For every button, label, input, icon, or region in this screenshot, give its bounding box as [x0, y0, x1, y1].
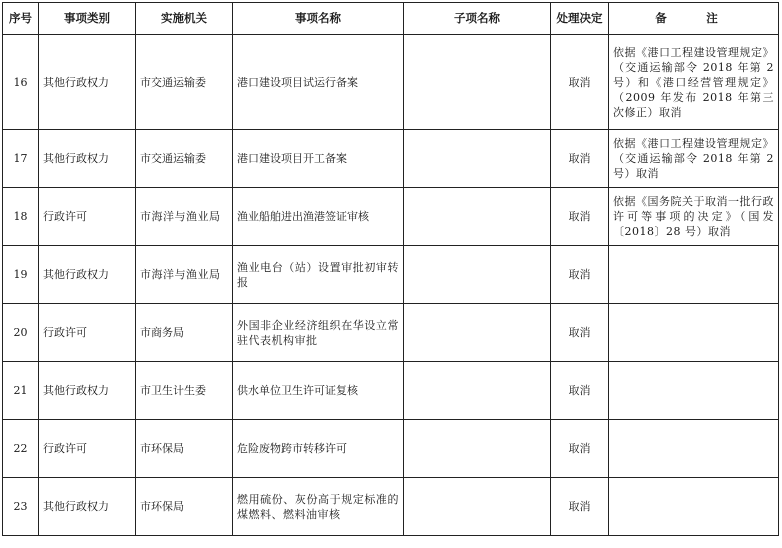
header-no: 序号 [3, 3, 39, 35]
cell-note [609, 420, 779, 478]
cell-subitem [404, 188, 551, 246]
cell-note: 依据《港口工程建设管理规定》（交通运输部令 2018 年第 2 号）取消 [609, 130, 779, 188]
cell-name: 港口建设项目开工备案 [233, 130, 404, 188]
cell-subitem [404, 130, 551, 188]
cell-no: 16 [3, 35, 39, 130]
cell-note [609, 304, 779, 362]
cell-decision: 取消 [551, 420, 609, 478]
cell-decision: 取消 [551, 188, 609, 246]
header-row [3, 3, 779, 35]
cell-no: 21 [3, 362, 39, 420]
cell-name: 外国非企业经济组织在华设立常驻代表机构审批 [233, 304, 404, 362]
cell-note [609, 362, 779, 420]
header-name: 事项名称 [233, 3, 404, 35]
cell-subitem [404, 246, 551, 304]
cell-decision: 取消 [551, 304, 609, 362]
table-row [3, 420, 779, 478]
cell-category: 行政许可 [39, 304, 136, 362]
cell-no: 23 [3, 478, 39, 536]
cell-category: 其他行政权力 [39, 478, 136, 536]
cell-note [609, 246, 779, 304]
cell-category: 行政许可 [39, 188, 136, 246]
header-agency: 实施机关 [136, 3, 233, 35]
table-row [3, 362, 779, 420]
cell-agency: 市卫生计生委 [136, 362, 233, 420]
cell-subitem [404, 362, 551, 420]
cell-name: 渔业电台（站）设置审批初审转报 [233, 246, 404, 304]
cell-agency: 市商务局 [136, 304, 233, 362]
cell-note [609, 478, 779, 536]
cell-category: 其他行政权力 [39, 246, 136, 304]
cell-agency: 市环保局 [136, 478, 233, 536]
table-row [3, 478, 779, 536]
cell-subitem [404, 304, 551, 362]
cell-category: 其他行政权力 [39, 130, 136, 188]
cell-name: 危险废物跨市转移许可 [233, 420, 404, 478]
cell-subitem [404, 478, 551, 536]
cell-name: 燃用硫份、灰份高于规定标准的煤燃料、燃料油审核 [233, 478, 404, 536]
cell-decision: 取消 [551, 362, 609, 420]
cell-decision: 取消 [551, 35, 609, 130]
cell-name: 渔业船舶进出渔港签证审核 [233, 188, 404, 246]
cell-name: 供水单位卫生许可证复核 [233, 362, 404, 420]
cell-agency: 市交通运输委 [136, 130, 233, 188]
cell-decision: 取消 [551, 478, 609, 536]
cell-category: 行政许可 [39, 420, 136, 478]
cell-no: 17 [3, 130, 39, 188]
table-row [3, 304, 779, 362]
cell-decision: 取消 [551, 246, 609, 304]
cell-agency: 市交通运输委 [136, 35, 233, 130]
items-table [2, 2, 779, 536]
cell-name: 港口建设项目试运行备案 [233, 35, 404, 130]
cell-no: 20 [3, 304, 39, 362]
cell-decision: 取消 [551, 130, 609, 188]
cell-category: 其他行政权力 [39, 35, 136, 130]
cell-no: 19 [3, 246, 39, 304]
cell-note: 依据《国务院关于取消一批行政许可等事项的决定》（国发〔2018〕28 号）取消 [609, 188, 779, 246]
cell-category: 其他行政权力 [39, 362, 136, 420]
header-decision: 处理决定 [551, 3, 609, 35]
table-row [3, 188, 779, 246]
cell-no: 18 [3, 188, 39, 246]
table-row [3, 35, 779, 130]
header-subitem: 子项名称 [404, 3, 551, 35]
cell-agency: 市海洋与渔业局 [136, 188, 233, 246]
cell-agency: 市海洋与渔业局 [136, 246, 233, 304]
header-note: 备 注 [609, 3, 779, 35]
cell-note: 依据《港口工程建设管理规定》（交通运输部令 2018 年第 2 号）和《港口经营管理规定》（2009 年发布 2018 年第三次修正）取消 [609, 35, 779, 130]
cell-subitem [404, 420, 551, 478]
cell-no: 22 [3, 420, 39, 478]
cell-agency: 市环保局 [136, 420, 233, 478]
table-row [3, 130, 779, 188]
header-category: 事项类别 [39, 3, 136, 35]
table-row [3, 246, 779, 304]
cell-subitem [404, 35, 551, 130]
